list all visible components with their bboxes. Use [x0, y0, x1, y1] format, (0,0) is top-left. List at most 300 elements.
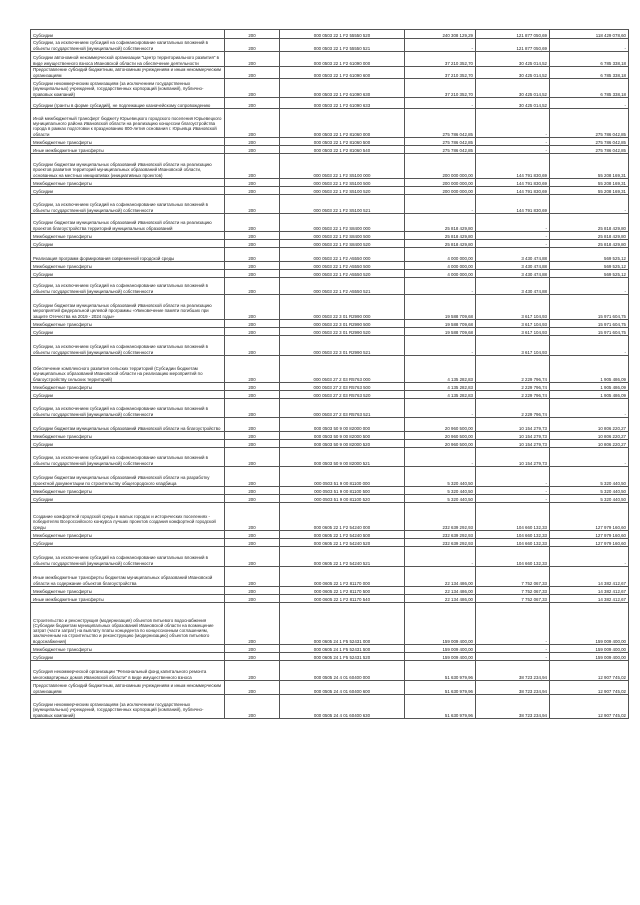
row-unexecuted-amount-cell: 6 785 338,18 — [550, 79, 629, 98]
row-approved-amount-cell: 20 960 500,00 — [405, 432, 476, 440]
row-name-cell: Межбюджетные трансферты — [31, 531, 225, 539]
row-unexecuted-amount-cell: 12 907 745,02 — [550, 661, 629, 681]
row-name-cell: Иные межбюджетные трансферты — [31, 146, 225, 154]
table-row — [31, 681, 629, 695]
row-name-cell: Межбюджетные трансферты — [31, 487, 225, 495]
row-unexecuted-amount-cell: 1 905 486,09 — [550, 383, 629, 391]
row-unexecuted-amount-cell: - — [550, 98, 629, 109]
row-code-cell: 200 — [225, 278, 280, 295]
row-code-cell: 200 — [225, 567, 280, 587]
row-executed-amount-cell: 38 723 234,94 — [476, 661, 550, 681]
table-row — [31, 595, 629, 603]
row-name-cell: Строительство и реконструкция (модернизация) объектов питьевого водоснабжения (Субсидии бюджетам муниципальных образований Ивановской области на возмещение затрат (части затрат) на выплату платы концедента по концессионным соглашениям, заключенным на строительство и реконструкцию (модернизацию) объектов питьевого водоснабжения) — [31, 603, 225, 645]
row-classification-cell: 000 0503 27 2 03 R5763 000 — [280, 356, 405, 383]
row-classification-cell: 000 0605 22 1 F2 54240 500 — [280, 531, 405, 539]
row-classification-cell: 000 0503 22 3 01 R2990 500 — [280, 320, 405, 328]
row-name-cell: Создание комфортной городской среды в малых городах и исторических поселениях - победителях Всероссийского конкурса лучших проектов создания комфортной городской среды — [31, 503, 225, 531]
row-executed-amount-cell: 104 660 132,33 — [476, 503, 550, 531]
row-approved-amount-cell: 275 786 042,85 — [405, 138, 476, 146]
row-classification-cell: 000 0503 50 9 00 82000 500 — [280, 432, 405, 440]
row-executed-amount-cell: 7 752 067,33 — [476, 595, 550, 603]
row-approved-amount-cell: 25 818 429,80 — [405, 214, 476, 232]
row-approved-amount-cell: - — [405, 448, 476, 467]
table-row — [31, 391, 629, 399]
row-name-cell: Предоставление субсидий бюджетным, автономным учреждениям и иным некоммерческим организациям — [31, 67, 225, 79]
row-unexecuted-amount-cell: 6 785 338,18 — [550, 52, 629, 67]
table-row — [31, 587, 629, 595]
row-classification-cell: 000 0503 22 1 F2 S5100 521 — [280, 195, 405, 214]
row-name-cell: Иной межбюджетный трансферт бюджету Юрьевецкого городского поселения Юрьевецкого муниципального района Ивановской области на реализацию концессии благоустройства города в рамках подготовки к празднованию 800-летия основания г. Юрьевца Ивановской области — [31, 109, 225, 138]
row-name-cell: Субсидии — [31, 328, 225, 336]
row-code-cell: 200 — [225, 67, 280, 79]
table-row — [31, 567, 629, 587]
row-classification-cell: 000 0605 22 1 F2 54240 000 — [280, 503, 405, 531]
row-executed-amount-cell: - — [476, 487, 550, 495]
row-approved-amount-cell: 37 210 352,70 — [405, 52, 476, 67]
row-executed-amount-cell: 3 617 104,93 — [476, 328, 550, 336]
table-row — [31, 138, 629, 146]
row-classification-cell: 000 0503 27 2 03 R5763 521 — [280, 399, 405, 418]
row-approved-amount-cell: 37 210 352,70 — [405, 67, 476, 79]
row-approved-amount-cell: 4 000 000,00 — [405, 248, 476, 262]
row-executed-amount-cell: 10 154 279,73 — [476, 440, 550, 448]
row-name-cell: Межбюджетные трансферты — [31, 587, 225, 595]
table-row — [31, 440, 629, 448]
row-executed-amount-cell: 104 660 132,33 — [476, 547, 550, 567]
row-approved-amount-cell: - — [405, 39, 476, 52]
row-unexecuted-amount-cell: 159 009 400,00 — [550, 645, 629, 653]
row-unexecuted-amount-cell: - — [550, 448, 629, 467]
row-executed-amount-cell: 121 877 050,69 — [476, 39, 550, 52]
row-code-cell: 200 — [225, 195, 280, 214]
row-classification-cell: 000 0503 22 1 F2 61090 000 — [280, 52, 405, 67]
table-row — [31, 179, 629, 187]
row-name-cell: Субсидии — [31, 653, 225, 661]
table-row — [31, 240, 629, 248]
row-code-cell: 200 — [225, 154, 280, 179]
row-executed-amount-cell: - — [476, 214, 550, 232]
row-name-cell: Субсидии, за исключением субсидий на софинансирование капитальных вложений в объекты государственной (муниципальной) собственности — [31, 448, 225, 467]
row-name-cell: Субсидии бюджетам муниципальных образований Ивановской области на разработку проектной документации по строительству общегородского кладбища — [31, 467, 225, 487]
row-approved-amount-cell: 200 000 000,00 — [405, 187, 476, 195]
row-classification-cell: 000 0505 24 4 01 60400 000 — [280, 661, 405, 681]
table-row — [31, 39, 629, 52]
row-code-cell: 200 — [225, 495, 280, 503]
row-unexecuted-amount-cell: 10 806 220,27 — [550, 432, 629, 440]
table-row — [31, 154, 629, 179]
row-executed-amount-cell: 144 791 830,69 — [476, 154, 550, 179]
row-name-cell: Субсидия некоммерческой организации "Региональный фонд капитального ремонта многоквартирных домов Ивановской области" в виде имущественного взноса — [31, 661, 225, 681]
row-name-cell: Межбюджетные трансферты — [31, 645, 225, 653]
row-classification-cell: 000 0503 27 2 03 R5763 500 — [280, 383, 405, 391]
row-classification-cell: 000 0503 22 1 F2 S5100 520 — [280, 187, 405, 195]
row-code-cell: 200 — [225, 232, 280, 240]
row-unexecuted-amount-cell: 14 382 412,67 — [550, 567, 629, 587]
row-unexecuted-amount-cell: - — [550, 336, 629, 356]
row-unexecuted-amount-cell: 127 979 160,60 — [550, 531, 629, 539]
table-row — [31, 187, 629, 195]
row-code-cell: 200 — [225, 248, 280, 262]
row-executed-amount-cell: - — [476, 653, 550, 661]
row-classification-cell: 000 0605 22 1 F2 54240 521 — [280, 547, 405, 567]
row-classification-cell: 000 0605 22 1 F2 81170 500 — [280, 587, 405, 595]
row-approved-amount-cell: 240 308 129,29 — [405, 30, 476, 39]
row-name-cell: Субсидии — [31, 270, 225, 278]
row-approved-amount-cell: - — [405, 399, 476, 418]
row-unexecuted-amount-cell: 15 971 604,75 — [550, 328, 629, 336]
row-executed-amount-cell: 2 229 796,74 — [476, 383, 550, 391]
row-approved-amount-cell: 51 630 979,96 — [405, 681, 476, 695]
row-executed-amount-cell: 7 752 067,33 — [476, 587, 550, 595]
row-executed-amount-cell: - — [476, 232, 550, 240]
row-name-cell: Субсидии, за исключением субсидий на софинансирование капитальных вложений в объекты государственной (муниципальной) собственности — [31, 547, 225, 567]
row-executed-amount-cell: 30 425 014,52 — [476, 67, 550, 79]
row-code-cell: 200 — [225, 467, 280, 487]
row-code-cell: 200 — [225, 328, 280, 336]
row-approved-amount-cell: 4 000 000,00 — [405, 270, 476, 278]
row-classification-cell: 000 0503 22 3 01 R2990 521 — [280, 336, 405, 356]
row-classification-cell: 000 0503 22 1 F2 А5550 520 — [280, 270, 405, 278]
row-unexecuted-amount-cell: 15 971 604,75 — [550, 295, 629, 320]
row-code-cell: 200 — [225, 240, 280, 248]
row-name-cell: Субсидии бюджетам муниципальных образований Ивановской области на благоустройство — [31, 418, 225, 432]
row-code-cell: 200 — [225, 214, 280, 232]
row-executed-amount-cell: 3 617 104,93 — [476, 295, 550, 320]
row-approved-amount-cell: 159 009 400,00 — [405, 653, 476, 661]
row-executed-amount-cell: 30 425 014,52 — [476, 79, 550, 98]
row-unexecuted-amount-cell: 55 208 169,31 — [550, 187, 629, 195]
row-name-cell: Субсидии, за исключением субсидий на софинансирование капитальных вложений в объекты государственной (муниципальной) собственности — [31, 39, 225, 52]
row-classification-cell: 000 0503 51 9 00 81100 500 — [280, 487, 405, 495]
row-executed-amount-cell: 3 430 474,88 — [476, 270, 550, 278]
row-executed-amount-cell: 104 660 132,33 — [476, 539, 550, 547]
table-row — [31, 109, 629, 138]
table-row — [31, 547, 629, 567]
row-classification-cell: 000 0503 22 1 F2 S5100 500 — [280, 179, 405, 187]
row-name-cell: Субсидии — [31, 30, 225, 39]
row-name-cell: Межбюджетные трансферты — [31, 432, 225, 440]
row-unexecuted-amount-cell: 25 818 429,80 — [550, 214, 629, 232]
table-row — [31, 30, 629, 39]
row-code-cell: 200 — [225, 187, 280, 195]
row-approved-amount-cell: 19 588 709,68 — [405, 328, 476, 336]
table-row — [31, 503, 629, 531]
row-name-cell: Иные межбюджетные трансферты — [31, 595, 225, 603]
table-body — [31, 30, 629, 719]
row-classification-cell: 000 0605 22 1 F2 54240 520 — [280, 539, 405, 547]
row-code-cell: 200 — [225, 547, 280, 567]
row-executed-amount-cell: 30 425 014,52 — [476, 52, 550, 67]
row-executed-amount-cell: 144 791 830,69 — [476, 179, 550, 187]
row-executed-amount-cell: 38 723 234,94 — [476, 695, 550, 719]
row-unexecuted-amount-cell: 127 979 160,60 — [550, 539, 629, 547]
row-executed-amount-cell: 104 660 132,33 — [476, 531, 550, 539]
row-approved-amount-cell: 159 009 400,00 — [405, 645, 476, 653]
table-row — [31, 278, 629, 295]
row-unexecuted-amount-cell: - — [550, 278, 629, 295]
row-approved-amount-cell: - — [405, 547, 476, 567]
row-name-cell: Обеспечение комплексного развития сельских территорий (Субсидии бюджетам муниципальных образований Ивановской области на реализацию мероприятий по благоустройству сельских территорий) — [31, 356, 225, 383]
row-unexecuted-amount-cell: 5 320 440,50 — [550, 467, 629, 487]
row-classification-cell: 000 0503 50 9 00 82000 520 — [280, 440, 405, 448]
row-code-cell: 200 — [225, 295, 280, 320]
row-approved-amount-cell: 5 320 440,50 — [405, 495, 476, 503]
row-name-cell: Субсидии (гранты в форме субсидий), не подлежащие казначейскому сопровождению — [31, 98, 225, 109]
row-classification-cell: 000 0503 50 9 00 82000 000 — [280, 418, 405, 432]
row-unexecuted-amount-cell: 14 382 412,67 — [550, 595, 629, 603]
row-approved-amount-cell: 20 960 500,00 — [405, 418, 476, 432]
row-code-cell: 200 — [225, 432, 280, 440]
row-code-cell: 200 — [225, 30, 280, 39]
row-name-cell: Межбюджетные трансферты — [31, 138, 225, 146]
row-unexecuted-amount-cell: 25 818 429,80 — [550, 232, 629, 240]
row-executed-amount-cell: 144 791 830,69 — [476, 187, 550, 195]
table-row — [31, 195, 629, 214]
row-code-cell: 200 — [225, 681, 280, 695]
row-approved-amount-cell: - — [405, 278, 476, 295]
row-approved-amount-cell: - — [405, 336, 476, 356]
row-unexecuted-amount-cell: - — [550, 399, 629, 418]
row-code-cell: 200 — [225, 39, 280, 52]
row-classification-cell: 000 0503 22 1 F2 А5550 000 — [280, 248, 405, 262]
row-unexecuted-amount-cell: 14 382 412,67 — [550, 587, 629, 595]
table-row — [31, 328, 629, 336]
row-code-cell: 200 — [225, 645, 280, 653]
row-classification-cell: 000 0505 24 4 01 60400 630 — [280, 695, 405, 719]
row-code-cell: 200 — [225, 79, 280, 98]
row-unexecuted-amount-cell: 12 907 745,02 — [550, 695, 629, 719]
row-approved-amount-cell: 5 320 440,50 — [405, 487, 476, 495]
table-row — [31, 262, 629, 270]
row-approved-amount-cell: 159 009 400,00 — [405, 603, 476, 645]
row-name-cell: Субсидии, за исключением субсидий на софинансирование капитальных вложений в объекты государственной (муниципальной) собственности — [31, 336, 225, 356]
row-code-cell: 200 — [225, 653, 280, 661]
row-unexecuted-amount-cell: 275 786 042,85 — [550, 109, 629, 138]
row-approved-amount-cell: 200 000 000,00 — [405, 154, 476, 179]
row-classification-cell: 000 0503 22 1 F2 61090 630 — [280, 79, 405, 98]
row-unexecuted-amount-cell: 25 818 429,80 — [550, 240, 629, 248]
row-code-cell: 200 — [225, 109, 280, 138]
row-unexecuted-amount-cell: 15 971 604,75 — [550, 320, 629, 328]
row-name-cell: Межбюджетные трансферты — [31, 262, 225, 270]
row-code-cell: 200 — [225, 531, 280, 539]
row-classification-cell: 000 0503 22 1 F2 55550 520 — [280, 30, 405, 39]
row-classification-cell: 000 0503 22 1 F2 S8400 000 — [280, 214, 405, 232]
table-row — [31, 495, 629, 503]
row-approved-amount-cell: 19 588 709,68 — [405, 320, 476, 328]
row-approved-amount-cell: 51 630 979,96 — [405, 695, 476, 719]
row-approved-amount-cell: 5 320 440,50 — [405, 467, 476, 487]
row-approved-amount-cell: 200 000 000,00 — [405, 179, 476, 187]
table-row — [31, 448, 629, 467]
row-executed-amount-cell: - — [476, 495, 550, 503]
row-unexecuted-amount-cell: - — [550, 195, 629, 214]
row-approved-amount-cell: 4 135 282,83 — [405, 356, 476, 383]
row-classification-cell: 000 0503 22 1 F2 S8400 500 — [280, 232, 405, 240]
row-classification-cell: 000 0605 24 1 F5 52431 520 — [280, 653, 405, 661]
row-executed-amount-cell: - — [476, 240, 550, 248]
table-row — [31, 653, 629, 661]
table-row — [31, 661, 629, 681]
row-approved-amount-cell: 37 210 352,70 — [405, 79, 476, 98]
table-row — [31, 695, 629, 719]
row-approved-amount-cell: 51 630 979,96 — [405, 661, 476, 681]
row-name-cell: Межбюджетные трансферты — [31, 179, 225, 187]
row-approved-amount-cell: 4 135 282,83 — [405, 383, 476, 391]
row-name-cell: Субсидии, за исключением субсидий на софинансирование капитальных вложений в объекты государственной (муниципальной) собственности — [31, 195, 225, 214]
row-classification-cell: 000 0503 51 9 00 81100 000 — [280, 467, 405, 487]
row-code-cell: 200 — [225, 595, 280, 603]
row-executed-amount-cell: - — [476, 109, 550, 138]
row-approved-amount-cell: 22 134 486,00 — [405, 587, 476, 595]
row-name-cell: Субсидии — [31, 539, 225, 547]
row-code-cell: 200 — [225, 383, 280, 391]
row-code-cell: 200 — [225, 399, 280, 418]
row-name-cell: Субсидии — [31, 240, 225, 248]
row-unexecuted-amount-cell: - — [550, 39, 629, 52]
table-row — [31, 539, 629, 547]
row-classification-cell: 000 0503 22 3 01 R2990 000 — [280, 295, 405, 320]
row-code-cell: 200 — [225, 440, 280, 448]
row-unexecuted-amount-cell: - — [550, 547, 629, 567]
row-classification-cell: 000 0503 27 2 03 R5763 520 — [280, 391, 405, 399]
row-classification-cell: 000 0503 22 1 F2 61090 633 — [280, 98, 405, 109]
row-unexecuted-amount-cell: 10 806 220,27 — [550, 440, 629, 448]
row-approved-amount-cell: 4 135 282,83 — [405, 391, 476, 399]
row-code-cell: 200 — [225, 179, 280, 187]
row-name-cell: Межбюджетные трансферты — [31, 232, 225, 240]
row-unexecuted-amount-cell: 569 525,12 — [550, 270, 629, 278]
row-code-cell: 200 — [225, 448, 280, 467]
row-unexecuted-amount-cell: 118 429 078,60 — [550, 30, 629, 39]
row-classification-cell: 000 0605 22 1 F2 81170 000 — [280, 567, 405, 587]
row-classification-cell: 000 0503 22 1 F2 81060 000 — [280, 109, 405, 138]
table-row — [31, 356, 629, 383]
row-code-cell: 200 — [225, 270, 280, 278]
row-unexecuted-amount-cell: 275 786 042,85 — [550, 146, 629, 154]
row-approved-amount-cell: - — [405, 98, 476, 109]
row-code-cell: 200 — [225, 587, 280, 595]
row-code-cell: 200 — [225, 503, 280, 531]
table-row — [31, 645, 629, 653]
row-name-cell: Субсидии бюджетам муниципальных образований Ивановской области на реализацию проектов благоустройства территорий муниципальных образований — [31, 214, 225, 232]
row-code-cell: 200 — [225, 146, 280, 154]
table-row — [31, 232, 629, 240]
row-name-cell: Субсидии — [31, 495, 225, 503]
row-code-cell: 200 — [225, 539, 280, 547]
row-executed-amount-cell: 2 229 796,74 — [476, 356, 550, 383]
row-code-cell: 200 — [225, 695, 280, 719]
row-code-cell: 200 — [225, 487, 280, 495]
row-unexecuted-amount-cell: 569 525,12 — [550, 262, 629, 270]
row-executed-amount-cell: 144 791 830,69 — [476, 195, 550, 214]
row-name-cell: Субсидии некоммерческим организациям (за исключением государственных (муниципальных) учреждений, государственных корпораций (компаний), публично-правовых компаний) — [31, 695, 225, 719]
row-unexecuted-amount-cell: 127 979 160,60 — [550, 503, 629, 531]
table-row — [31, 383, 629, 391]
row-unexecuted-amount-cell: 159 009 400,00 — [550, 603, 629, 645]
table-row — [31, 467, 629, 487]
row-approved-amount-cell: 275 786 042,85 — [405, 146, 476, 154]
row-classification-cell: 000 0503 22 1 F2 А5550 521 — [280, 278, 405, 295]
table-row — [31, 248, 629, 262]
row-name-cell: Предоставление субсидий бюджетным, автономным учреждениям и иным некоммерческим организациям — [31, 681, 225, 695]
table-row — [31, 214, 629, 232]
row-executed-amount-cell: - — [476, 138, 550, 146]
row-classification-cell: 000 0503 22 1 F2 81060 540 — [280, 146, 405, 154]
row-executed-amount-cell: - — [476, 146, 550, 154]
row-unexecuted-amount-cell: 275 786 042,85 — [550, 138, 629, 146]
table-row — [31, 336, 629, 356]
row-name-cell: Субсидии бюджетам муниципальных образований Ивановской области на реализацию проектов развития территорий муниципальных образований Ивановской области, основанных на местных инициативах (инициативных проектов) — [31, 154, 225, 179]
row-classification-cell: 000 0503 22 1 F2 81060 500 — [280, 138, 405, 146]
row-approved-amount-cell: 22 134 486,00 — [405, 595, 476, 603]
row-name-cell: Реализация программ формирования современной городской среды — [31, 248, 225, 262]
row-executed-amount-cell: 3 430 474,88 — [476, 262, 550, 270]
budget-execution-table — [30, 29, 629, 719]
table-row — [31, 52, 629, 67]
row-executed-amount-cell: - — [476, 467, 550, 487]
row-executed-amount-cell: - — [476, 603, 550, 645]
row-classification-cell: 000 0503 22 1 F2 А5550 500 — [280, 262, 405, 270]
table-row — [31, 320, 629, 328]
row-executed-amount-cell: 10 154 279,73 — [476, 448, 550, 467]
row-code-cell: 200 — [225, 418, 280, 432]
row-name-cell: Субсидии — [31, 187, 225, 195]
row-approved-amount-cell: 19 588 709,68 — [405, 295, 476, 320]
row-code-cell: 200 — [225, 52, 280, 67]
row-classification-cell: 000 0605 22 1 F2 81170 540 — [280, 595, 405, 603]
row-classification-cell: 000 0503 22 1 F2 55550 521 — [280, 39, 405, 52]
row-classification-cell: 000 0605 24 1 F5 52431 000 — [280, 603, 405, 645]
row-approved-amount-cell: 20 960 500,00 — [405, 440, 476, 448]
row-unexecuted-amount-cell: 1 905 486,09 — [550, 391, 629, 399]
row-executed-amount-cell: 30 425 014,52 — [476, 98, 550, 109]
row-classification-cell: 000 0605 24 1 F5 52431 500 — [280, 645, 405, 653]
table-row — [31, 295, 629, 320]
row-name-cell: Субсидии, за исключением субсидий на софинансирование капитальных вложений в объекты государственной (муниципальной) собственности — [31, 399, 225, 418]
row-executed-amount-cell: 10 154 279,73 — [476, 432, 550, 440]
row-executed-amount-cell: 3 430 474,88 — [476, 278, 550, 295]
row-unexecuted-amount-cell: 10 806 220,27 — [550, 418, 629, 432]
row-unexecuted-amount-cell: 6 785 338,18 — [550, 67, 629, 79]
row-unexecuted-amount-cell: 5 320 440,50 — [550, 495, 629, 503]
table-row — [31, 418, 629, 432]
row-approved-amount-cell: - — [405, 195, 476, 214]
row-executed-amount-cell: - — [476, 645, 550, 653]
row-name-cell: Субсидии бюджетам муниципальных образований Ивановской области на реализацию мероприятий федеральной целевой программы «Увековечение памяти погибших при защите Отечества на 2019 - 2024 годы» — [31, 295, 225, 320]
row-executed-amount-cell: 3 430 474,88 — [476, 248, 550, 262]
row-name-cell: Субсидии автономной некоммерческой организации "Центр территориального развития" в виде имущественного взноса Ивановской области на обеспечение деятельности — [31, 52, 225, 67]
row-executed-amount-cell: 3 617 104,93 — [476, 320, 550, 328]
table-row — [31, 603, 629, 645]
table-row — [31, 531, 629, 539]
row-code-cell: 200 — [225, 336, 280, 356]
table-row — [31, 432, 629, 440]
row-name-cell: Субсидии — [31, 391, 225, 399]
row-unexecuted-amount-cell: 55 208 169,31 — [550, 179, 629, 187]
row-approved-amount-cell: 25 818 429,80 — [405, 232, 476, 240]
table-row — [31, 98, 629, 109]
row-code-cell: 200 — [225, 138, 280, 146]
row-executed-amount-cell: 10 154 279,73 — [476, 418, 550, 432]
row-unexecuted-amount-cell: 5 320 440,50 — [550, 487, 629, 495]
row-approved-amount-cell: 275 786 042,85 — [405, 109, 476, 138]
row-name-cell: Иные межбюджетные трансферты бюджетам муниципальных образований Ивановской области на содержание объектов благоустройства — [31, 567, 225, 587]
row-executed-amount-cell: 7 752 067,33 — [476, 567, 550, 587]
row-unexecuted-amount-cell: 1 905 486,09 — [550, 356, 629, 383]
row-code-cell: 200 — [225, 262, 280, 270]
row-approved-amount-cell: 232 639 292,93 — [405, 531, 476, 539]
